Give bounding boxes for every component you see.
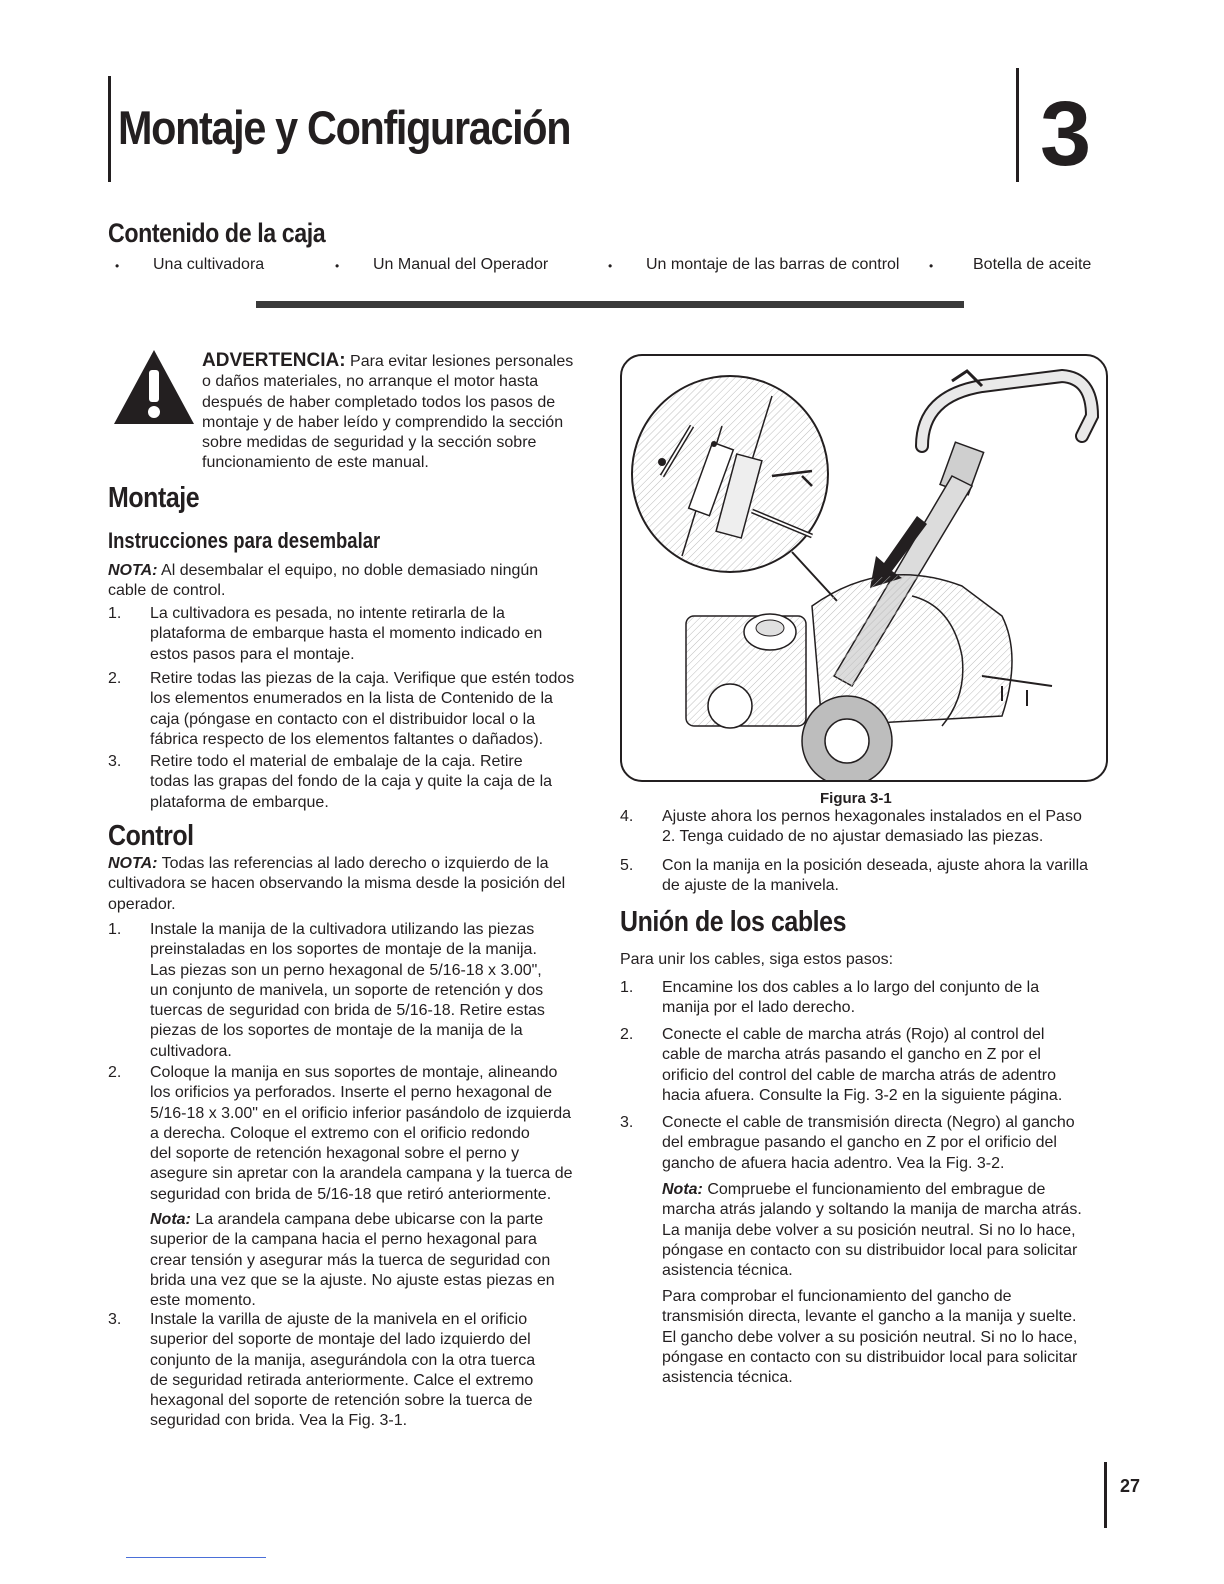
tiller-illustration: [622, 356, 1106, 780]
bullet-icon: •: [335, 259, 340, 273]
contents-item: • Un Manual del Operador: [373, 256, 548, 274]
cables-heading: Unión de los cables: [620, 906, 847, 938]
contents-heading: Contenido de la caja: [108, 218, 326, 248]
control-heading: Control: [108, 820, 194, 852]
footer-link-line: [126, 1557, 266, 1558]
header-rule-left: [108, 76, 111, 182]
contents-item: • Un montaje de las barras de control: [646, 256, 899, 274]
cables-nota: Nota: Compruebe el funcionamiento del embrague de marcha atrás jalando y soltando la manija de marcha atrás. La manija debe volver a su posición neutral. Si no lo hace, póngase en contacto con su distribuidor local para solicitar asistencia técnica.: [662, 1181, 1082, 1280]
warning-triangle-icon: [112, 348, 196, 426]
bullet-icon: •: [608, 259, 613, 273]
warning-label: ADVERTENCIA:: [202, 350, 346, 371]
bullet-icon: •: [115, 259, 120, 273]
warning-text: ADVERTENCIA: Para evitar lesiones personales o daños materiales, no arranque el motor hasta después de haber completado todos los pasos de montaje y de haber leído y comprendido la sección sobre medidas de seguridad y la sección sobre funcionamiento de este manual.: [202, 350, 574, 472]
contents-list: [110, 256, 1110, 280]
montaje-nota: NOTA: Al desembalar el equipo, no doble demasiado ningún cable de control.: [108, 562, 539, 600]
header-rule-right: [1016, 68, 1019, 182]
figure-3-1: [620, 354, 1108, 782]
section-divider: [256, 301, 964, 308]
montaje-heading: Montaje: [108, 482, 200, 514]
chapter-number: 3: [1040, 83, 1092, 185]
bullet-icon: •: [929, 259, 934, 273]
contents-item: • Botella de aceite: [973, 256, 1091, 274]
control-nota: NOTA: Todas las referencias al lado derecho o izquierdo de la cultivadora se hacen observando la misma desde la posición del operador.: [108, 855, 566, 913]
step2-nota: Nota: La arandela campana debe ubicarse con la parte superior de la campana hacia el perno hexagonal para crear tensión y asegurar más la tuerca de seguridad con brida una vez que se la ajuste. No ajuste estas piezas en este momento.: [150, 1211, 555, 1310]
footer-rule: [1104, 1462, 1107, 1528]
page-number: 27: [1120, 1476, 1141, 1496]
figure-caption: Figura 3-1: [820, 790, 892, 807]
cables-intro: Para unir los cables, siga estos pasos:: [620, 951, 894, 968]
unpack-subheading: Instrucciones para desembalar: [108, 528, 381, 553]
cables-extra: Para comprobar el funcionamiento del gancho de transmisión directa, levante el gancho a la manija y suelte. El gancho debe volver a su posición neutral. Si no lo hace, póngase en contacto con su distribuidor local para solicitar asistencia técnica.: [662, 1288, 1078, 1387]
contents-item: • Una cultivadora: [153, 256, 264, 274]
chapter-title: Montaje y Configuración: [118, 101, 571, 154]
